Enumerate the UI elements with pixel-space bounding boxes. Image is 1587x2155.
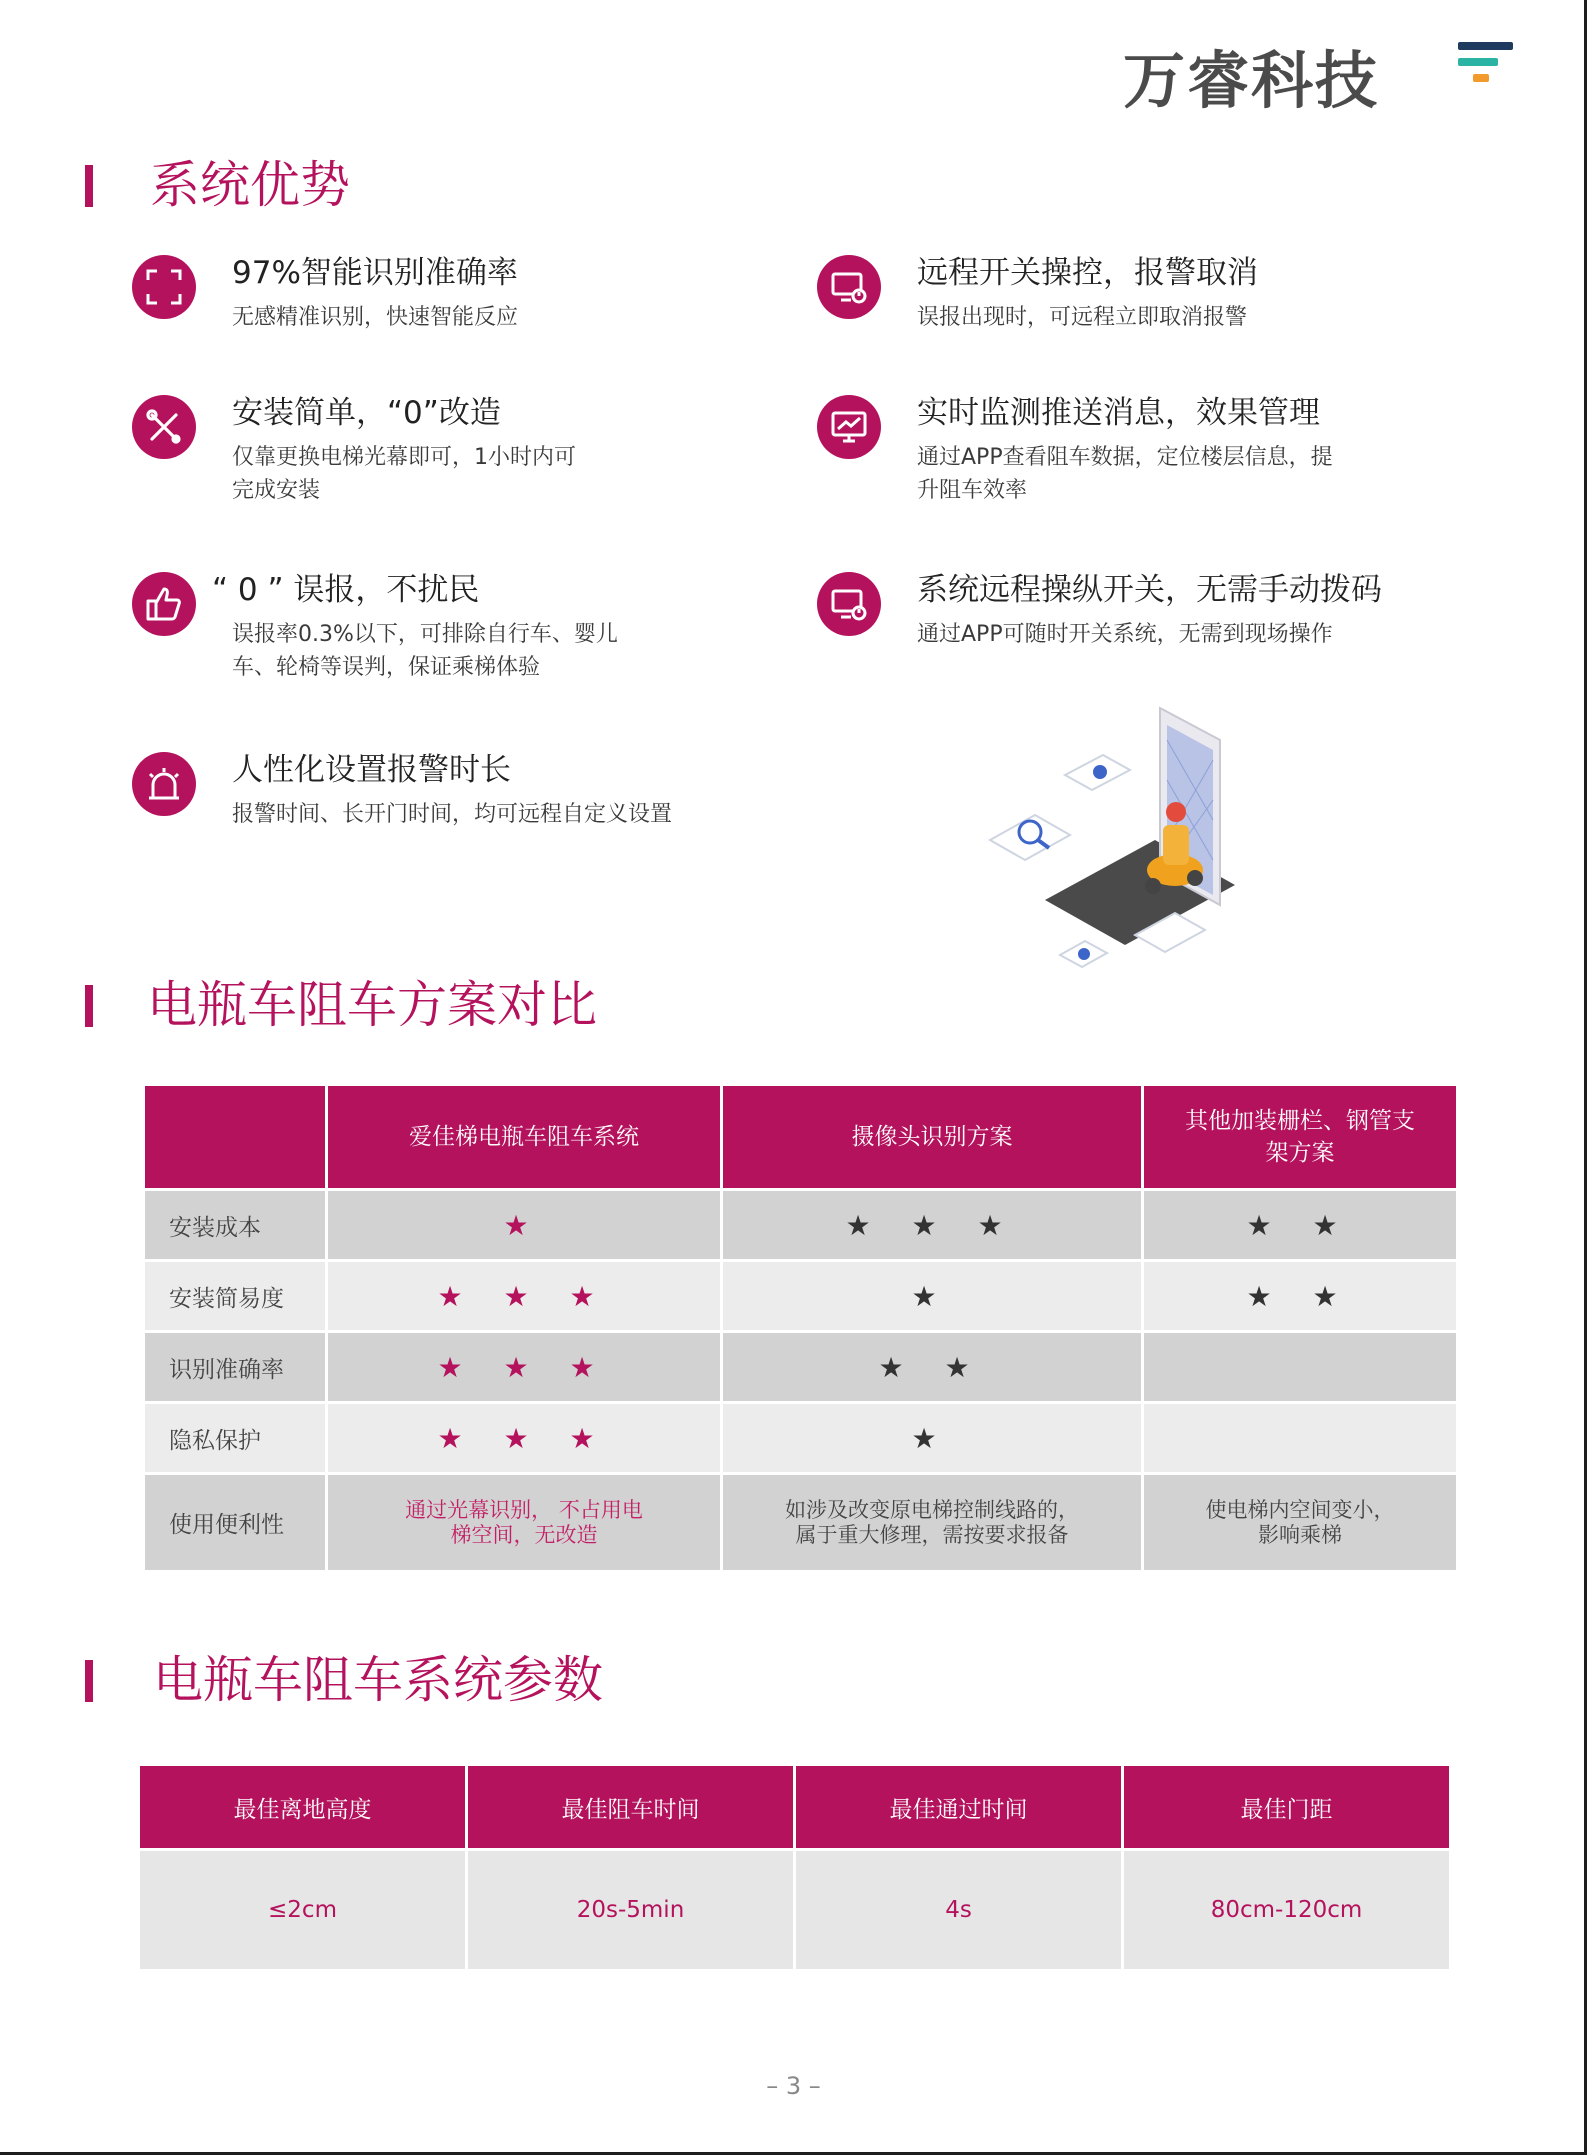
param-value: 20s-5min [468, 1851, 793, 1969]
table-row [145, 1404, 1456, 1472]
feature-desc: 仅靠更换电梯光幕即可，1小时内可完成安装 [232, 445, 576, 503]
param-value: 80cm-120cm [1124, 1851, 1449, 1969]
param-header: 最佳离地高度 [140, 1766, 465, 1848]
row-label: 安装简易度 [145, 1262, 325, 1330]
param-value: ≤2cm [140, 1851, 465, 1969]
section-title: 系统优势 [150, 156, 350, 214]
usability-note: 通过光幕识别， 不占用电梯空间，无改造 [328, 1475, 720, 1570]
feature-title: 安装简单，“0”改造 [232, 395, 501, 431]
row-label: 隐私保护 [145, 1404, 325, 1472]
rating-cell: ★ ★ ★ [328, 1333, 720, 1401]
row-label: 安装成本 [145, 1191, 325, 1259]
rating-cell: ★ ★ [1144, 1262, 1456, 1330]
monitor-power-icon [817, 572, 881, 636]
logo-bar-teal [1458, 58, 1498, 66]
feature-title: 人性化设置报警时长 [232, 752, 511, 788]
monitor-power-icon [817, 255, 881, 319]
feature-desc: 通过APP查看阻车数据，定位楼层信息，提升阻车效率 [917, 445, 1333, 503]
rating-cell: ★ [723, 1262, 1141, 1330]
feature-desc: 通过APP可随时开关系统，无需到现场操作 [917, 622, 1333, 647]
param-header: 最佳阻车时间 [468, 1766, 793, 1848]
row-label: 识别准确率 [145, 1333, 325, 1401]
rating-cell: ★ ★ ★ [328, 1404, 720, 1472]
table-row [145, 1191, 1456, 1259]
rating-cell: ★ ★ ★ [328, 1262, 720, 1330]
feature-desc: 误报出现时，可远程立即取消报警 [917, 305, 1248, 330]
rating-cell: ★ [723, 1404, 1141, 1472]
table-header-camera: 摄像头识别方案 [723, 1086, 1141, 1188]
table-row [145, 1262, 1456, 1330]
table-row [145, 1475, 1456, 1570]
table-row [145, 1333, 1456, 1401]
section-title: 电瓶车阻车系统参数 [153, 1651, 603, 1709]
params-table [137, 1763, 1452, 1972]
rating-cell: ★ ★ ★ [723, 1191, 1141, 1259]
feature-title: 实时监测推送消息，效果管理 [917, 395, 1320, 431]
row-label: 使用便利性 [145, 1475, 325, 1570]
heading-bar [85, 985, 93, 1027]
brand-name: 万睿科技 [1123, 44, 1380, 117]
feature-desc: 误报率0.3%以下，可排除自行车、婴儿车、轮椅等误判，保证乘梯体验 [232, 622, 618, 680]
logo-bar-orange [1473, 74, 1489, 82]
scan-frame-icon [132, 255, 196, 319]
comparison-table [142, 1083, 1459, 1573]
rating-cell [1144, 1404, 1456, 1472]
section-title: 电瓶车阻车方案对比 [147, 976, 597, 1034]
param-header: 最佳通过时间 [796, 1766, 1121, 1848]
param-header: 最佳门距 [1124, 1766, 1449, 1848]
heading-bar [85, 165, 93, 207]
rating-cell [1144, 1333, 1456, 1401]
feature-desc: 无感精准识别，快速智能反应 [232, 305, 519, 330]
logo-bar-navy [1458, 42, 1513, 50]
feature-title: “ 0 ” 误报，不扰民 [212, 572, 480, 608]
table-header-ours: 爱佳梯电瓶车阻车系统 [328, 1086, 720, 1188]
feature-title: 系统远程操纵开关，无需手动拨码 [917, 572, 1382, 608]
thumbs-up-icon [132, 572, 196, 636]
alarm-light-icon [132, 752, 196, 816]
table-header-fence: 其他加装栅栏、钢管支架方案 [1144, 1086, 1456, 1188]
monitor-chart-icon [817, 395, 881, 459]
rating-cell: ★ ★ [723, 1333, 1141, 1401]
feature-desc: 报警时间、长开门时间，均可远程自定义设置 [232, 802, 673, 827]
elevator-scooter-illustration [985, 700, 1245, 985]
brand-logo [1123, 42, 1513, 127]
rating-cell: ★ ★ [1144, 1191, 1456, 1259]
usability-note: 使电梯内空间变小，影响乘梯 [1144, 1475, 1456, 1570]
feature-title: 远程开关操控，报警取消 [917, 255, 1258, 291]
table-header-corner [145, 1086, 325, 1188]
feature-title: 97%智能识别准确率 [232, 255, 518, 291]
param-value: 4s [796, 1851, 1121, 1969]
heading-bar [85, 1660, 93, 1702]
usability-note: 如涉及改变原电梯控制线路的，属于重大修理，需按要求报备 [723, 1475, 1141, 1570]
rating-cell: ★ [328, 1191, 720, 1259]
tools-icon [132, 395, 196, 459]
page-number: – 3 – [766, 2072, 821, 2100]
